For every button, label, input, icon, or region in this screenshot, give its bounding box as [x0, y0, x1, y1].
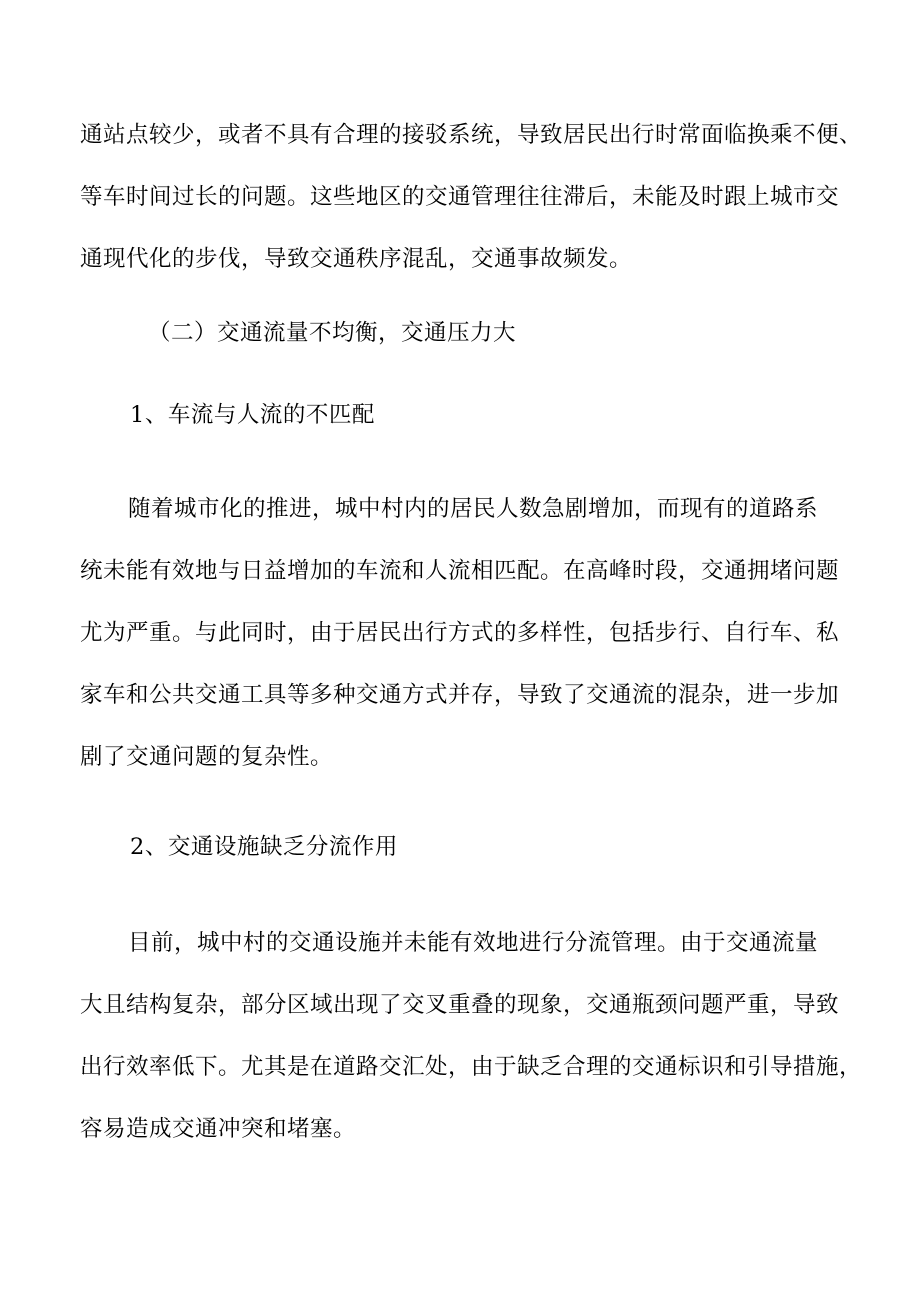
paragraph-line: 目前，城中村的交通设施并未能有效地进行分流管理。由于交通流量 — [128, 930, 819, 956]
paragraph-line: 家车和公共交通工具等多种交通方式并存，导致了交通流的混杂，进一步加 — [80, 682, 840, 708]
paragraph-line: 尤为严重。与此同时，由于居民出行方式的多样性，包括步行、自行车、私 — [80, 620, 840, 646]
paragraph-line: 剧了交通问题的复杂性。 — [80, 744, 334, 770]
paragraph-3 — [80, 912, 863, 1160]
paragraph-line: 随着城市化的推进，城中村内的居民人数急剧增加，而现有的道路系 — [128, 496, 819, 522]
subsection-heading-2: 2、交通设施缺乏分流作用 — [130, 834, 398, 860]
paragraph-line: 大且结构复杂，部分区域出现了交叉重叠的现象，交通瓶颈问题严重，导致 — [80, 992, 840, 1018]
paragraph-line: 等车时间过长的问题。这些地区的交通管理往往滞后，未能及时跟上城市交 — [80, 184, 840, 210]
paragraph-2 — [80, 478, 840, 788]
paragraph-1 — [80, 104, 863, 290]
paragraph-line: 通站点较少，或者不具有合理的接驳系统，导致居民出行时常面临换乘不便、 — [80, 122, 863, 148]
paragraph-line: 容易造成交通冲突和堵塞。 — [80, 1116, 357, 1142]
paragraph-line: 出行效率低下。尤其是在道路交汇处，由于缺乏合理的交通标识和引导措施， — [80, 1054, 863, 1080]
subsection-heading-1: 1、车流与人流的不匹配 — [130, 402, 375, 428]
paragraph-line: 通现代化的步伐，导致交通秩序混乱，交通事故频发。 — [80, 246, 633, 272]
section-heading: （二）交通流量不均衡，交通压力大 — [148, 320, 517, 346]
paragraph-line: 统未能有效地与日益增加的车流和人流相匹配。在高峰时段，交通拥堵问题 — [80, 558, 840, 584]
